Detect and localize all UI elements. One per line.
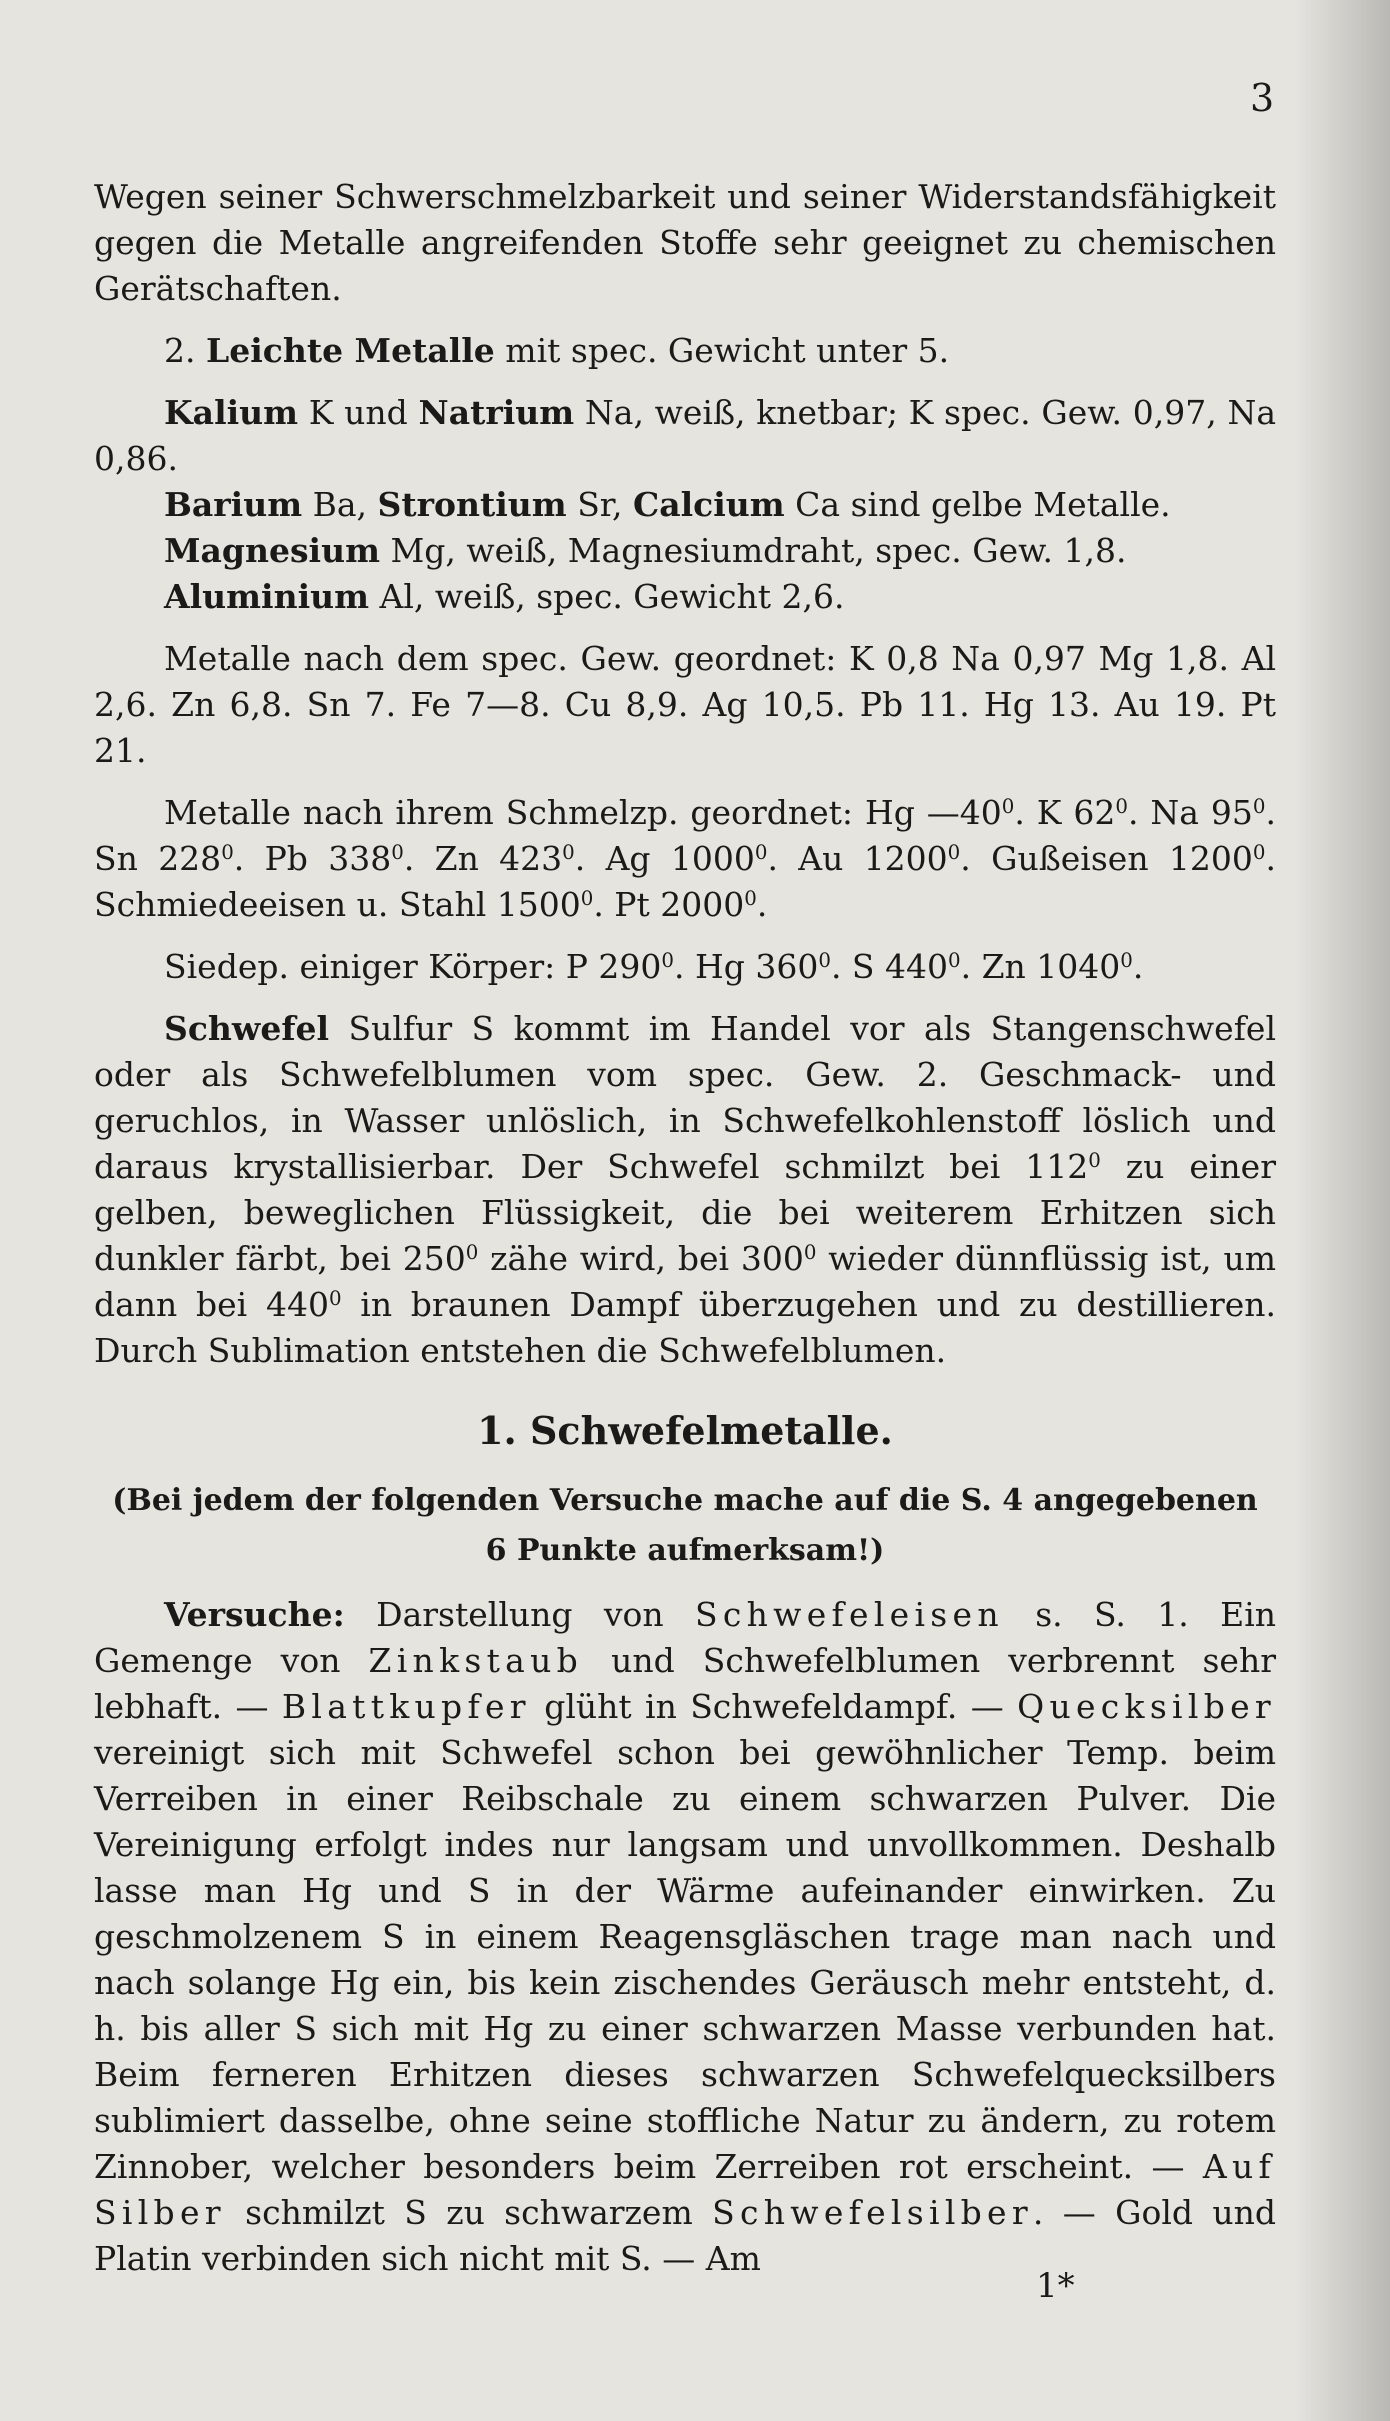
term-natrium: Natrium xyxy=(418,393,575,432)
degree-sup: 0 xyxy=(661,949,674,973)
degree-sup: 0 xyxy=(1252,795,1266,819)
text-span: . Zn 423 xyxy=(403,839,563,878)
page-body xyxy=(94,174,1276,2282)
text-span: s. S. 1. Ein Gemenge von xyxy=(94,1595,1277,1680)
heading-title: Leichte Metalle xyxy=(206,331,495,370)
degree-sup: 0 xyxy=(1088,1149,1101,1173)
degree-sup: 0 xyxy=(818,949,831,973)
term-aluminium: Aluminium xyxy=(164,577,370,616)
text-span: Sulfur S kommt im Handel vor als Stangenschwefel oder als Schwefelblumen vom spec. Gew. 2. Geschmack- und geruchlos, in Wasser unlöslich, in Schwefelkohlenstoff löslich und daraus krystallisierbar. Der Schwefel schmilzt bei 112 xyxy=(94,1009,1276,1186)
text-span: . K 62 xyxy=(1014,793,1116,832)
degree-sup: 0 xyxy=(1001,795,1015,819)
spaced-term: Schwefeleisen xyxy=(695,1595,1004,1634)
text-span: . Pb 338 xyxy=(233,839,392,878)
text-span: in braunen Dampf überzugehen und zu destillieren. Durch Sublimation entstehen die Schwefelblumen. xyxy=(94,1285,1276,1370)
degree-sup: 0 xyxy=(562,841,575,865)
text-span: Al, weiß, spec. Gewicht 2,6. xyxy=(379,577,845,616)
text-span: glüht in Schwefeldampf. — xyxy=(530,1687,1018,1726)
degree-sup: 0 xyxy=(803,1241,817,1265)
paragraph-magnesium xyxy=(94,528,1276,574)
text-span: . S 440 xyxy=(830,947,949,986)
text-span: Na 95 xyxy=(1150,793,1253,832)
text-span: Ca sind gelbe Metalle. xyxy=(795,485,1171,524)
text-span: . Au 1200 xyxy=(767,839,948,878)
spaced-term: Schwefelsilber xyxy=(712,2193,1033,2232)
paragraph-experiments xyxy=(94,1592,1276,2282)
paragraph-kalium xyxy=(94,390,1276,482)
spaced-term: Zinkstaub xyxy=(368,1641,584,1680)
degree-sup: 0 xyxy=(744,887,757,911)
section-title: 1. Schwefelmetalle. xyxy=(477,1408,893,1453)
text-span: . xyxy=(1127,793,1139,832)
text-span: . — Gold und Platin verbinden sich nicht mit S. — Am xyxy=(94,2193,1276,2278)
degree-sup: 0 xyxy=(391,841,404,865)
heading-light-metals xyxy=(94,328,1276,374)
paragraph-boiling-points xyxy=(94,944,1276,990)
paragraph-barium xyxy=(94,482,1276,528)
degree-sup: 0 xyxy=(947,841,961,865)
term-kalium: Kalium xyxy=(164,393,299,432)
spaced-term: Quecksilber xyxy=(1017,1687,1276,1726)
text-span: Na, weiß, knetbar; K spec. Gew. 0,97, Na 0,86. xyxy=(94,393,1277,478)
note-line-2: 6 Punkte aufmerksam!) xyxy=(485,1533,885,1568)
text-span: Metalle nach ihrem Schmelzp. geordnet: Hg —40 xyxy=(164,793,1002,832)
paragraph-density-order: Metalle nach dem spec. Gew. geordnet: K 0,8 Na 0,97 Mg 1,8. Al 2,6. Zn 6,8. Sn 7. Fe 7—8. Cu 8,9. Ag 10,5. Pb 11. Hg 13. Au 19. Pt 21. xyxy=(94,639,1276,770)
text-span: zähe wird, bei 300 xyxy=(478,1239,804,1278)
text-span: schmilzt S zu schwarzem xyxy=(225,2193,713,2232)
degree-sup: 0 xyxy=(580,887,594,911)
term-strontium: Strontium xyxy=(377,485,567,524)
degree-sup: 0 xyxy=(221,841,234,865)
spaced-term: Blattkupfer xyxy=(281,1687,531,1726)
term-barium: Barium xyxy=(164,485,303,524)
text-span: . xyxy=(756,885,768,924)
spaced-term: Auf Silber xyxy=(94,2147,1276,2232)
text-span: . Hg 360 xyxy=(673,947,819,986)
text-span: zu einer gelben, beweglichen Flüssigkeit, die bei weiterem Erhitzen sich dunkler färbt, bei 250 xyxy=(94,1147,1276,1278)
degree-sup: 0 xyxy=(1115,795,1128,819)
text-span: . Ag 1000 xyxy=(574,839,755,878)
text-span: . Schmiedeeisen u. Stahl 1500 xyxy=(94,839,1276,924)
term-schwefel: Schwefel xyxy=(164,1009,330,1048)
text-span: . Pt 2000 xyxy=(593,885,745,924)
degree-sup: 0 xyxy=(465,1241,479,1265)
text-span: Gußeisen 1200 xyxy=(991,839,1253,878)
text-span: . Sn 228 xyxy=(94,793,1276,878)
term-magnesium: Magnesium xyxy=(164,531,380,570)
degree-sup: 0 xyxy=(1120,949,1133,973)
text-span: . xyxy=(1132,947,1144,986)
text-span: Mg, weiß, Magnesiumdraht, spec. Gew. 1,8. xyxy=(390,531,1127,570)
paragraph-melting-points xyxy=(94,790,1276,928)
signature-mark: 1* xyxy=(1036,2266,1075,2306)
paragraph-aluminium xyxy=(94,574,1276,620)
term-calcium: Calcium xyxy=(632,485,785,524)
note-line-1: (Bei jedem der folgenden Versuche mache auf die S. 4 angegebenen xyxy=(112,1483,1258,1518)
paragraph-intro: Wegen seiner Schwerschmelzbarkeit und seiner Widerstandsfähigkeit gegen die Metalle angreifenden Stoffe sehr geeignet zu chemischen Gerätschaften. xyxy=(94,177,1276,308)
heading-rest: mit spec. Gewicht unter 5. xyxy=(505,331,950,370)
page-edge-shadow xyxy=(1295,0,1390,2421)
degree-sup: 0 xyxy=(1252,841,1266,865)
page-number: 3 xyxy=(1250,76,1275,120)
degree-sup: 0 xyxy=(328,1287,342,1311)
text-span: wieder dünnflüssig ist, um dann bei 440 xyxy=(94,1239,1276,1324)
heading-number: 2. xyxy=(164,331,196,370)
degree-sup: 0 xyxy=(948,949,961,973)
text-span: Ba, xyxy=(312,485,368,524)
text-span: . Zn 1040 xyxy=(960,947,1121,986)
text-span: Sr, xyxy=(577,485,623,524)
degree-sup: 0 xyxy=(754,841,768,865)
text-span: . xyxy=(960,839,971,878)
term-versuche: Versuche: xyxy=(164,1595,345,1634)
text-span: K und xyxy=(308,393,408,432)
text-span: Darstellung von xyxy=(344,1595,695,1634)
text-span: vereinigt sich mit Schwefel schon bei gewöhnlicher Temp. beim Verreiben in einer Reibschale zu einem schwarzen Pulver. Die Vereinigung erfolgt indes nur langsam und unvollkommen. Deshalb lasse man Hg und S in der Wärme aufeinander einwirken. Zu geschmolzenem S in einem Reagensgläschen trage man nach und nach solange Hg ein, bis kein zischendes Geräusch mehr entsteht, d. h. bis aller S sich mit Hg zu einer schwarzen Masse verbunden hat. Beim ferneren Erhitzen dieses schwarzen Schwefelquecksilbers sublimiert dasselbe, ohne seine stoffliche Natur zu ändern, zu rotem Zinnober, welcher besonders beim Zerreiben rot erscheint. — xyxy=(94,1733,1276,2186)
text-span: Siedep. einiger Körper: P 290 xyxy=(164,947,662,986)
paragraph-sulfur xyxy=(94,1006,1276,1374)
text-span: und Schwefelblumen verbrennt sehr lebhaft. — xyxy=(94,1641,1276,1726)
